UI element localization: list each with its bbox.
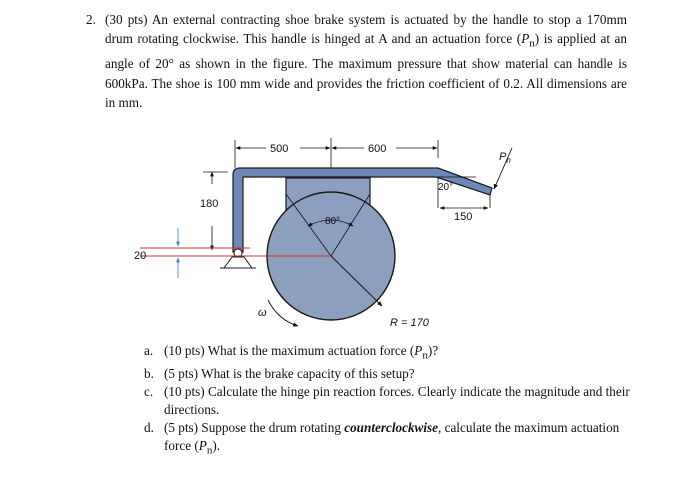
question-c [144, 383, 634, 419]
question-text: (10 pts) Calculate the hinge pin reaction forces. Clearly indicate the magnitude and their directions. [164, 384, 630, 418]
force-symbol: P [499, 151, 507, 163]
question-text-end: ). [212, 437, 221, 453]
angle-80-label: 80° [325, 216, 341, 227]
pn-subscript: n [422, 349, 428, 362]
dim-180-label: 180 [200, 198, 219, 210]
pn-subscript: n [529, 38, 535, 51]
question-b [144, 365, 634, 383]
question-label: d. [144, 419, 154, 435]
omega-label: ω [258, 307, 267, 319]
force-subscript: n [506, 156, 511, 165]
question-label: b. [144, 366, 154, 382]
question-a [144, 342, 634, 365]
problem-text-part2: ) is applied at an angle of 20° as shown in the figure. The maximum pressure that show material can handle is 600kPa. The shoe is 100 mm wide and provides the friction coefficient of 0.2. All dimensions are in mm. [105, 31, 628, 111]
top-dimensions [235, 138, 438, 168]
brake-diagram [120, 128, 511, 340]
problem-text-part1: (30 pts) An external contracting shoe brake system is actuated by the handle to stop a 170mm drum rotating clockwise. This handle is hinged at A and an actuation force ( [105, 12, 627, 47]
problem-statement [87, 10, 627, 113]
question-text-end: )? [427, 343, 439, 358]
radius-label: R = 170 [390, 317, 429, 329]
question-text: (5 pts) What is the brake capacity of this setup? [164, 366, 415, 382]
emphasis-counterclockwise: counterclockwise [344, 419, 438, 435]
question-label: a. [144, 343, 154, 358]
dim-150-label: 150 [454, 211, 473, 223]
pn-symbol: P [521, 31, 530, 47]
problem-text [105, 10, 627, 113]
question-label: c. [144, 384, 154, 400]
question-text-mid: , calculate the maximum actuation force ( [164, 419, 620, 453]
dim-600-label: 600 [368, 143, 387, 155]
question-list [144, 342, 634, 460]
brake-figure [120, 128, 511, 340]
dim-20-label: 20 [134, 250, 147, 262]
dim-500-label: 500 [270, 143, 289, 155]
question-text: (5 pts) Suppose the drum rotating [164, 419, 345, 435]
pn-symbol: P [198, 437, 207, 453]
pn-symbol: P [414, 343, 423, 358]
hinge-support [224, 257, 252, 268]
question-text: (10 pts) What is the maximum actuation force ( [164, 343, 415, 358]
pn-subscript: n [206, 444, 213, 457]
question-d [144, 419, 634, 460]
problem-number: 2. [86, 12, 96, 27]
angle-20-label: 20° [438, 182, 454, 193]
